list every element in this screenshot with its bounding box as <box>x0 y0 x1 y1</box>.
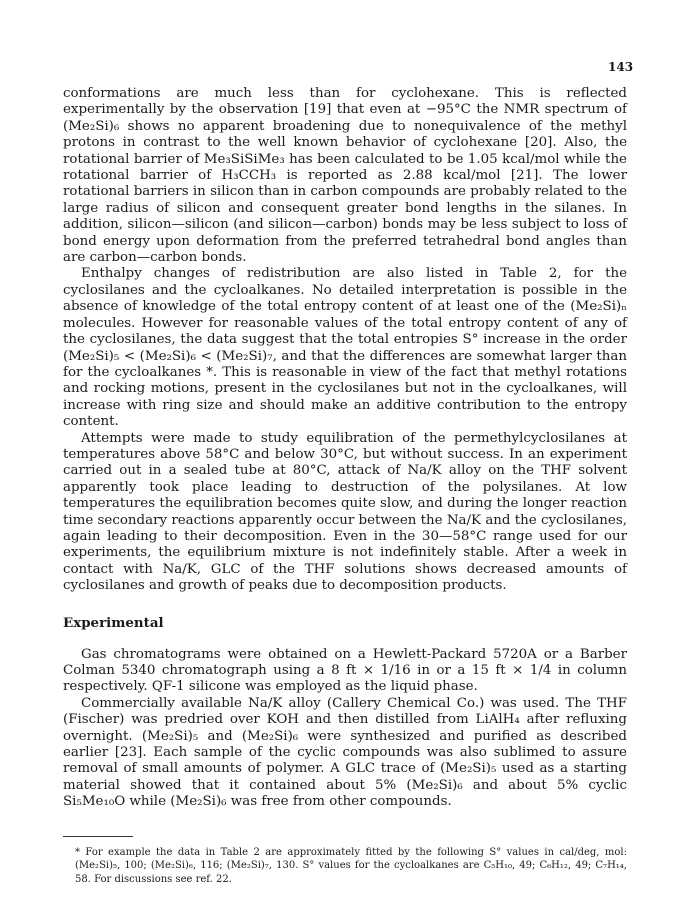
main-text <box>63 86 627 811</box>
footnote: * For example the data in Table 2 are approximately fitted by the following S° values in cal/deg, mol: (Me₂Si)₅, 100; (Me₂Si)₆, 116; (Me₂Si)₇, 130. S° values for the cycloalkanes are C₅H₁₀, 49; C₆H₁₂, 49; C₇H₁₄, 58. For discussions see ref. 22. <box>75 847 627 885</box>
paragraph-conformations: conformations are much less than for cyclohexane. This is reflected experimentally by the observation [19] that even at −95°C the NMR spectrum of (Me₂Si)₆ shows no apparent broadening due to nonequivalence of the methyl protons in contrast to the well known behavior of cyclohexane [20]. Also, the rotational barrier of Me₃SiSiMe₃ has been calculated to be 1.05 kcal/mol while the rotational barrier of H₃CCH₃ is reported as 2.88 kcal/mol [21]. The lower rotational barriers in silicon than in carbon compounds are probably related to the large radius of silicon and consequent greater bond lengths in the silanes. In addition, silicon—silicon (and silicon—carbon) bonds may be less subject to loss of bond energy upon deformation from the preferred tetrahedral bond angles than are carbon—carbon bonds. <box>63 86 627 266</box>
paragraph-gas-chromatograms: Gas chromatograms were obtained on a Hewlett-Packard 5720A or a Barber Colman 5340 chromatograph using a 8 ft × 1/16 in or a 15 ft × 1/4 in column respectively. QF-1 silicone was employed as the liquid phase. <box>63 646 627 695</box>
page-number: 143 <box>608 60 634 74</box>
paragraph-enthalpy: Enthalpy changes of redistribution are also listed in Table 2, for the cyclosilanes and the cycloalkanes. No detailed interpretation is possible in the absence of knowledge of the total entropy content of at least one of the (Me₂Si)ₙ molecules. However for reasonable values of the total entropy content of any of the cyclosilanes, the data suggest that the total entropies S° increase in the order (Me₂Si)₅ < (Me₂Si)₆ < (Me₂Si)₇, and that the differences are somewhat larger than for the cycloalkanes *. This is reasonable in view of the fact that methyl rotations and rocking motions, present in the cyclosilanes but not in the cycloalkanes, will increase with ring size and should make an additive contribution to the entropy content. <box>63 266 627 430</box>
footnote-divider <box>63 836 133 837</box>
paragraph-materials: Commercially available Na/K alloy (Callery Chemical Co.) was used. The THF (Fischer) was predried over KOH and then distilled from LiAlH₄ after refluxing overnight. (Me₂Si)₅ and (Me₂Si)₆ were synthesized and purified as described earlier [23]. Each sample of the cyclic compounds was also sublimed to assure removal of small amounts of polymer. A GLC trace of (Me₂Si)₅ used as a starting material showed that it contained about 5% (Me₂Si)₆ and about 5% cyclic Si₅Me₁₀O while (Me₂Si)₆ was free from other compounds. <box>63 695 627 810</box>
paragraph-equilibration: Attempts were made to study equilibration of the permethylcyclosilanes at temperatures above 58°C and below 30°C, but without success. In an experiment carried out in a sealed tube at 80°C, attack of Na/K alloy on the THF solvent apparently took place leading to destruction of the polysilanes. At low temperatures the equilibration becomes quite slow, and during the longer reaction time secondary reactions apparently occur between the Na/K and the cyclosilanes, again leading to their decomposition. Even in the 30—58°C range used for our experiments, the equilibrium mixture is not indefinitely stable. After a week in contact with Na/K, GLC of the THF solutions shows decreased amounts of cyclosilanes and growth of peaks due to decomposition products. <box>63 430 627 594</box>
section-heading-experimental: Experimental <box>63 614 164 631</box>
